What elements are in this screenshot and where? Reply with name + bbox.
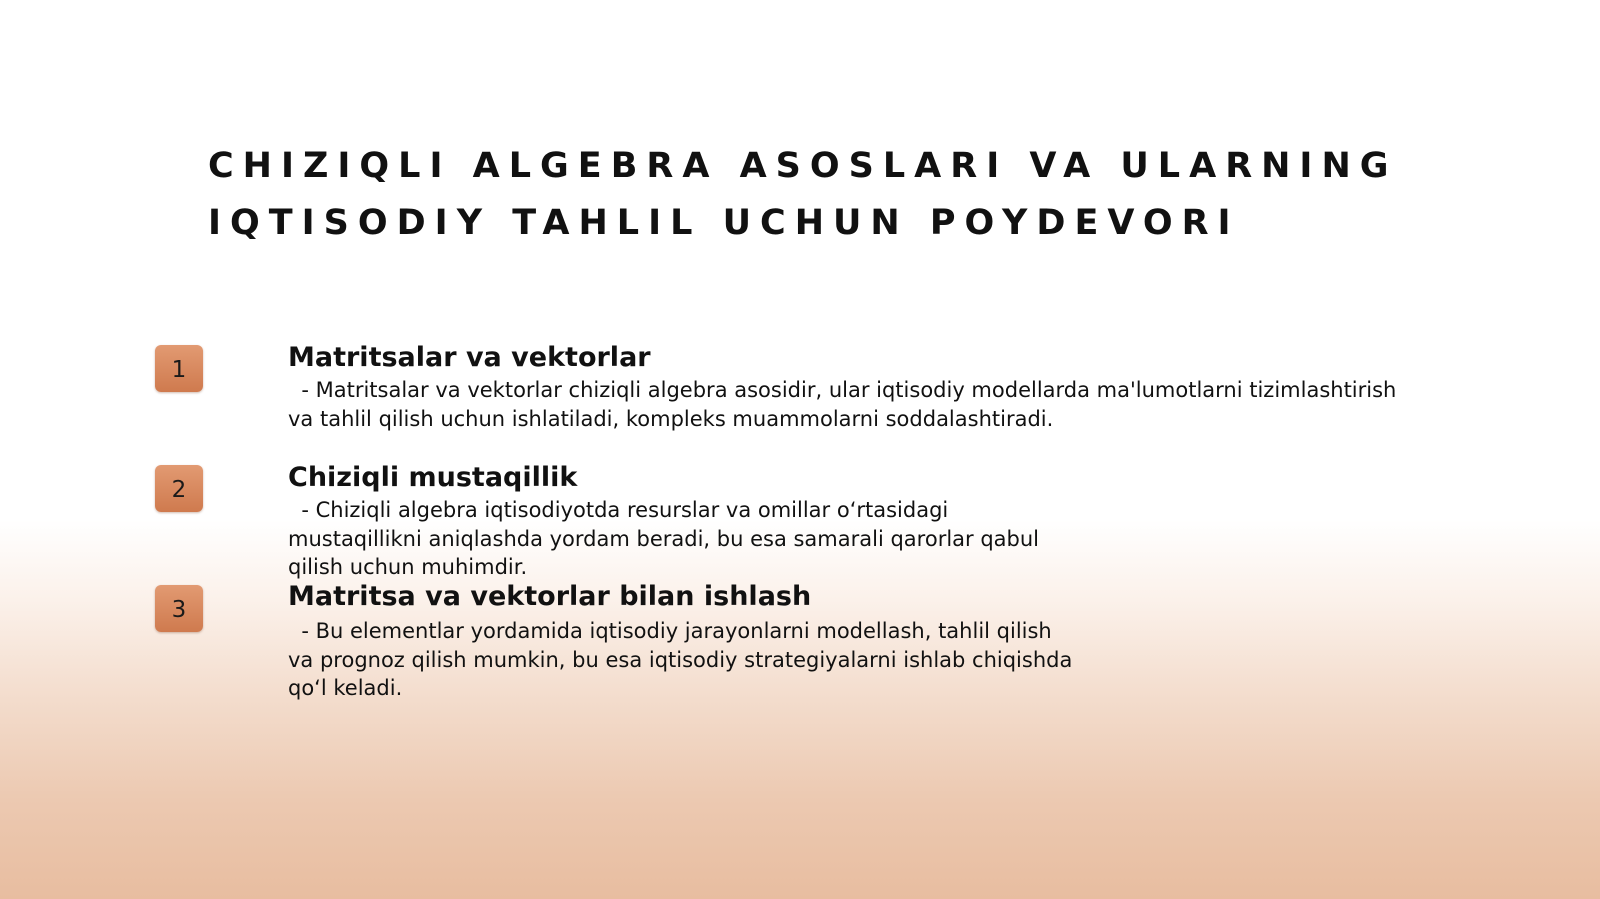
- item-2-number-badge: 2: [155, 465, 203, 512]
- item-1-heading: Matritsalar va vektorlar: [288, 342, 651, 373]
- slide-title: [208, 138, 1548, 252]
- slide-title-line-1: CHIZIQLI ALGEBRA ASOSLARI VA ULARNING: [208, 146, 1398, 186]
- list-item-3: [288, 580, 1072, 703]
- item-3-heading: Matritsa va vektorlar bilan ishlash: [288, 581, 812, 612]
- item-2-description-line-3: qilish uchun muhimdir.: [288, 555, 528, 579]
- list-item-1: [288, 341, 1396, 433]
- item-2-description-line-2: mustaqillikni aniqlashda yordam beradi, bu esa samarali qarorlar qabul: [288, 526, 1040, 551]
- slide-title-line-2: IQTISODIY TAHLIL UCHUN POYDEVORI: [208, 203, 1240, 243]
- item-3-number-badge: 3: [155, 585, 203, 632]
- item-3-description: [288, 617, 1072, 703]
- item-3-description-line-1: - Bu elementlar yordamida iqtisodiy jarayonlarni modellash, tahlil qilish: [288, 619, 1052, 643]
- item-2-description: [288, 496, 1039, 582]
- item-1-description: [288, 376, 1396, 433]
- item-1-number-badge: 1: [155, 345, 203, 392]
- item-2-description-line-1: - Chiziqli algebra iqtisodiyotda resurslar va omillar o‘rtasidagi: [288, 498, 949, 522]
- item-2-heading: Chiziqli mustaqillik: [288, 462, 578, 493]
- item-3-description-line-2: va prognoz qilish mumkin, bu esa iqtisodiy strategiyalarni ishlab chiqishda: [288, 647, 1073, 672]
- item-3-description-line-3: qo‘l keladi.: [288, 676, 403, 700]
- list-item-2: [288, 461, 1039, 582]
- item-1-description-line-1: - Matritsalar va vektorlar chiziqli algebra asosidir, ular iqtisodiy modellarda ma'lumotlarni tizimlashtirish: [288, 378, 1397, 402]
- item-1-description-line-2: va tahlil qilish uchun ishlatiladi, kompleks muammolarni soddalashtiradi.: [288, 406, 1054, 431]
